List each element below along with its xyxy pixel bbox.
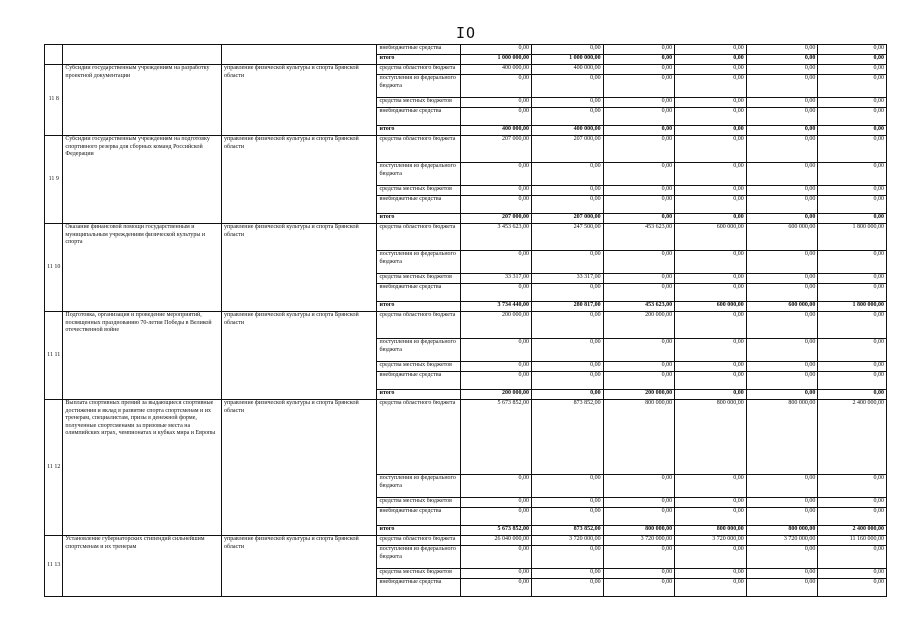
amount-cell: 0,00 [603,214,675,224]
funding-source-cell: средства областного бюджета [377,136,461,163]
amount-cell: 0,00 [746,136,818,163]
amount-cell: 0,00 [603,65,675,75]
amount-cell: 0,00 [818,372,887,390]
funding-source-cell: итого [377,55,461,65]
amount-cell: 0,00 [461,108,532,126]
amount-cell: 0,00 [603,498,675,508]
amount-cell: 0,00 [675,508,747,526]
amount-cell: 0,00 [603,136,675,163]
executor-cell-cont [221,55,377,65]
amount-cell: 800 000,00 [675,400,747,475]
amount-cell: 0,00 [603,108,675,126]
activity-name-cell: Субсидии государственным учреждениям на разработку проектной документации [63,65,222,136]
amount-cell: 0,00 [603,475,675,498]
amount-cell: 873 852,00 [531,526,603,536]
activity-name-cell: Подготовка, организация и проведение мероприятий, посвященных празднованию 70-летия Победы в Великой отечественной войне [63,312,222,400]
amount-cell: 0,00 [675,196,747,214]
activity-code-cell: 11 13 [45,536,63,597]
amount-cell: 0,00 [675,569,747,579]
funding-source-cell: внебюджетные средства [377,196,461,214]
amount-cell: 600 000,00 [675,224,747,251]
amount-cell: 0,00 [531,312,603,339]
source-row [45,312,887,339]
funding-source-cell: средства местных бюджетов [377,274,461,284]
amount-cell: 1 000 000,00 [531,55,603,65]
amount-cell: 0,00 [461,196,532,214]
amount-cell: 2 400 000,00 [818,526,887,536]
amount-cell: 0,00 [818,108,887,126]
amount-cell: 0,00 [818,196,887,214]
amount-cell: 0,00 [675,65,747,75]
amount-cell: 207 000,00 [531,214,603,224]
amount-cell: 0,00 [461,362,532,372]
amount-cell: 0,00 [818,136,887,163]
funding-source-cell: итого [377,526,461,536]
amount-cell: 0,00 [675,372,747,390]
amount-cell: 33 317,00 [531,274,603,284]
amount-cell: 0,00 [818,65,887,75]
amount-cell: 0,00 [818,163,887,186]
amount-cell: 800 000,00 [603,526,675,536]
amount-cell: 0,00 [461,339,532,362]
amount-cell: 0,00 [461,579,532,597]
amount-cell: 200 000,00 [603,390,675,400]
amount-cell: 0,00 [746,498,818,508]
amount-cell: 0,00 [461,498,532,508]
amount-cell: 207 000,00 [461,136,532,163]
amount-cell: 0,00 [675,75,747,98]
activity-name-cell: Выплата спортивных премий за выдающиеся спортивные достижения и вклад в развитие спорта спортсменам и их тренерам, специалистам, призы в денежной форме, полученные спортсменами за призовые места на олимпийских играх, чемпионатах и кубках мира и Европы [63,400,222,536]
amount-cell: 0,00 [746,339,818,362]
amount-cell: 0,00 [603,284,675,302]
funding-source-cell: итого [377,390,461,400]
amount-cell: 0,00 [675,251,747,274]
amount-cell: 0,00 [746,196,818,214]
amount-cell: 1 000 000,00 [461,55,532,65]
amount-cell: 0,00 [461,186,532,196]
amount-cell: 0,00 [746,214,818,224]
amount-cell: 0,00 [461,546,532,569]
amount-cell: 0,00 [675,546,747,569]
amount-cell: 0,00 [603,98,675,108]
amount-cell: 0,00 [461,98,532,108]
funding-source-cell: поступления из федерального бюджета [377,251,461,274]
funding-source-cell: средства местных бюджетов [377,569,461,579]
amount-cell: 0,00 [746,45,818,55]
amount-cell: 0,00 [531,390,603,400]
amount-cell: 0,00 [818,475,887,498]
funding-source-cell: поступления из федерального бюджета [377,475,461,498]
amount-cell: 0,00 [531,498,603,508]
amount-cell: 453 623,00 [603,302,675,312]
amount-cell: 0,00 [818,339,887,362]
amount-cell: 247 500,00 [531,224,603,251]
amount-cell: 0,00 [531,284,603,302]
amount-cell: 800 000,00 [746,400,818,475]
amount-cell: 400 000,00 [531,126,603,136]
source-row [45,400,887,475]
amount-cell: 0,00 [675,390,747,400]
amount-cell: 0,00 [603,45,675,55]
amount-cell: 0,00 [675,214,747,224]
amount-cell: 3 453 623,00 [461,224,532,251]
name-cell-cont [63,45,222,55]
code-cell-cont [45,45,63,55]
amount-cell: 0,00 [603,362,675,372]
amount-cell: 0,00 [461,251,532,274]
amount-cell: 0,00 [461,569,532,579]
amount-cell: 0,00 [675,98,747,108]
funding-source-cell: средства местных бюджетов [377,186,461,196]
amount-cell: 0,00 [461,75,532,98]
executor-cell: управление физической культуры и спорта Брянской области [221,312,377,400]
code-cell-cont [45,55,63,65]
amount-cell: 0,00 [818,251,887,274]
amount-cell: 400 000,00 [461,126,532,136]
amount-cell: 0,00 [675,186,747,196]
amount-cell: 0,00 [675,126,747,136]
amount-cell: 0,00 [603,75,675,98]
amount-cell: 0,00 [675,55,747,65]
amount-cell: 0,00 [746,108,818,126]
amount-cell: 0,00 [603,372,675,390]
amount-cell: 26 040 000,00 [461,536,532,546]
source-row [45,65,887,75]
amount-cell: 0,00 [603,163,675,186]
amount-cell: 0,00 [818,569,887,579]
amount-cell: 0,00 [746,569,818,579]
amount-cell: 0,00 [461,284,532,302]
amount-cell: 0,00 [461,163,532,186]
amount-cell: 0,00 [818,126,887,136]
activity-code-cell: 11 10 [45,224,63,312]
funding-source-cell: итого [377,302,461,312]
funding-source-cell: поступления из федерального бюджета [377,546,461,569]
amount-cell: 0,00 [818,390,887,400]
amount-cell: 0,00 [746,98,818,108]
total-row [45,55,887,65]
activity-code-cell: 11 8 [45,65,63,136]
funding-source-cell: средства областного бюджета [377,400,461,475]
amount-cell: 0,00 [818,498,887,508]
amount-cell: 800 000,00 [603,400,675,475]
executor-cell: управление физической культуры и спорта Брянской области [221,65,377,136]
amount-cell: 0,00 [746,75,818,98]
name-cell-cont [63,55,222,65]
amount-cell: 2 400 000,00 [818,400,887,475]
amount-cell: 0,00 [818,55,887,65]
amount-cell: 800 000,00 [675,526,747,536]
funding-source-cell: поступления из федерального бюджета [377,75,461,98]
amount-cell: 600 000,00 [746,302,818,312]
activity-code-cell: 11 9 [45,136,63,224]
amount-cell: 3 720 000,00 [603,536,675,546]
funding-source-cell: средства местных бюджетов [377,362,461,372]
amount-cell: 200 000,00 [461,312,532,339]
funding-source-cell: внебюджетные средства [377,45,461,55]
amount-cell: 0,00 [603,339,675,362]
funding-source-cell: средства областного бюджета [377,65,461,75]
amount-cell: 400 000,00 [461,65,532,75]
amount-cell: 0,00 [746,390,818,400]
amount-cell: 0,00 [531,362,603,372]
amount-cell: 0,00 [461,372,532,390]
amount-cell: 0,00 [461,508,532,526]
amount-cell: 0,00 [603,508,675,526]
amount-cell: 0,00 [603,546,675,569]
amount-cell: 0,00 [818,508,887,526]
amount-cell: 0,00 [746,284,818,302]
page-number: IO [456,24,477,42]
amount-cell: 0,00 [818,75,887,98]
amount-cell: 800 000,00 [746,526,818,536]
amount-cell: 0,00 [461,475,532,498]
amount-cell: 0,00 [531,163,603,186]
amount-cell: 0,00 [746,372,818,390]
amount-cell: 0,00 [746,65,818,75]
source-row [45,224,887,251]
amount-cell: 0,00 [746,126,818,136]
amount-cell: 0,00 [531,475,603,498]
amount-cell: 0,00 [531,579,603,597]
funding-source-cell: итого [377,126,461,136]
source-row [45,136,887,163]
amount-cell: 0,00 [746,508,818,526]
amount-cell: 453 623,00 [603,224,675,251]
amount-cell: 0,00 [531,251,603,274]
amount-cell: 0,00 [603,274,675,284]
amount-cell: 1 800 000,00 [818,224,887,251]
amount-cell: 0,00 [603,579,675,597]
amount-cell: 0,00 [675,362,747,372]
amount-cell: 600 000,00 [746,224,818,251]
amount-cell: 0,00 [531,546,603,569]
amount-cell: 0,00 [531,196,603,214]
amount-cell: 400 000,00 [531,65,603,75]
funding-source-cell: средства местных бюджетов [377,498,461,508]
amount-cell: 0,00 [818,45,887,55]
amount-cell: 0,00 [531,339,603,362]
amount-cell: 0,00 [746,55,818,65]
amount-cell: 0,00 [675,579,747,597]
amount-cell: 0,00 [818,579,887,597]
executor-cell: управление физической культуры и спорта Брянской области [221,536,377,597]
amount-cell: 0,00 [746,186,818,196]
amount-cell: 0,00 [818,274,887,284]
funding-source-cell: средства областного бюджета [377,312,461,339]
amount-cell: 0,00 [675,312,747,339]
amount-cell: 0,00 [531,75,603,98]
funding-source-cell: внебюджетные средства [377,284,461,302]
amount-cell: 0,00 [746,274,818,284]
amount-cell: 11 160 000,00 [818,536,887,546]
amount-cell: 0,00 [818,362,887,372]
amount-cell: 0,00 [675,163,747,186]
amount-cell: 0,00 [461,45,532,55]
activity-name-cell: Оказание финансовой помощи государственным и муниципальным учреждениям физической культуры и спорта [63,224,222,312]
amount-cell: 280 817,00 [531,302,603,312]
amount-cell: 0,00 [675,498,747,508]
amount-cell: 5 673 852,00 [461,526,532,536]
amount-cell: 0,00 [746,546,818,569]
funding-source-cell: средства областного бюджета [377,536,461,546]
amount-cell: 3 720 000,00 [675,536,747,546]
executor-cell: управление физической культуры и спорта Брянской области [221,136,377,224]
funding-source-cell: итого [377,214,461,224]
amount-cell: 0,00 [531,108,603,126]
amount-cell: 0,00 [746,362,818,372]
amount-cell: 0,00 [675,475,747,498]
funding-source-cell: средства местных бюджетов [377,98,461,108]
amount-cell: 0,00 [746,312,818,339]
amount-cell: 0,00 [746,251,818,274]
budget-table [44,44,887,597]
amount-cell: 0,00 [603,55,675,65]
executor-cell: управление физической культуры и спорта Брянской области [221,224,377,312]
amount-cell: 0,00 [818,284,887,302]
amount-cell: 0,00 [818,546,887,569]
amount-cell: 0,00 [603,186,675,196]
amount-cell: 0,00 [531,569,603,579]
amount-cell: 0,00 [675,45,747,55]
funding-source-cell: средства областного бюджета [377,224,461,251]
amount-cell: 207 000,00 [461,214,532,224]
funding-source-cell: внебюджетные средства [377,579,461,597]
amount-cell: 0,00 [818,186,887,196]
amount-cell: 0,00 [531,372,603,390]
funding-source-cell: внебюджетные средства [377,108,461,126]
activity-code-cell: 11 11 [45,312,63,400]
activity-name-cell: Установление губернаторских стипендий сильнейшим спортсменам и их тренерам [63,536,222,597]
amount-cell: 200 000,00 [461,390,532,400]
activity-code-cell: 11 12 [45,400,63,536]
amount-cell: 207 000,00 [531,136,603,163]
activity-name-cell: Субсидии государственным учреждениям на подготовку спортивного резерва для сборных команд Российской Федерации [63,136,222,224]
amount-cell: 0,00 [603,569,675,579]
amount-cell: 0,00 [818,312,887,339]
amount-cell: 600 000,00 [675,302,747,312]
amount-cell: 0,00 [531,98,603,108]
amount-cell: 5 673 852,00 [461,400,532,475]
amount-cell: 0,00 [603,251,675,274]
amount-cell: 0,00 [746,163,818,186]
amount-cell: 0,00 [675,339,747,362]
amount-cell: 3 720 000,00 [531,536,603,546]
amount-cell: 0,00 [746,579,818,597]
executor-cell-cont [221,45,377,55]
amount-cell: 0,00 [531,186,603,196]
funding-source-cell: внебюджетные средства [377,508,461,526]
amount-cell: 873 852,00 [531,400,603,475]
funding-source-cell: внебюджетные средства [377,372,461,390]
amount-cell: 0,00 [675,284,747,302]
funding-source-cell: поступления из федерального бюджета [377,339,461,362]
amount-cell: 0,00 [675,274,747,284]
amount-cell: 0,00 [675,136,747,163]
source-row [45,536,887,546]
amount-cell: 3 720 000,00 [746,536,818,546]
amount-cell: 0,00 [531,508,603,526]
amount-cell: 0,00 [603,196,675,214]
funding-source-cell: поступления из федерального бюджета [377,163,461,186]
amount-cell: 200 000,00 [603,312,675,339]
amount-cell: 0,00 [818,214,887,224]
amount-cell: 0,00 [603,126,675,136]
source-row [45,45,887,55]
amount-cell: 0,00 [818,98,887,108]
amount-cell: 0,00 [531,45,603,55]
amount-cell: 33 317,00 [461,274,532,284]
amount-cell: 0,00 [746,475,818,498]
executor-cell: управление физической культуры и спорта Брянской области [221,400,377,536]
amount-cell: 0,00 [675,108,747,126]
amount-cell: 3 734 440,00 [461,302,532,312]
amount-cell: 1 800 000,00 [818,302,887,312]
